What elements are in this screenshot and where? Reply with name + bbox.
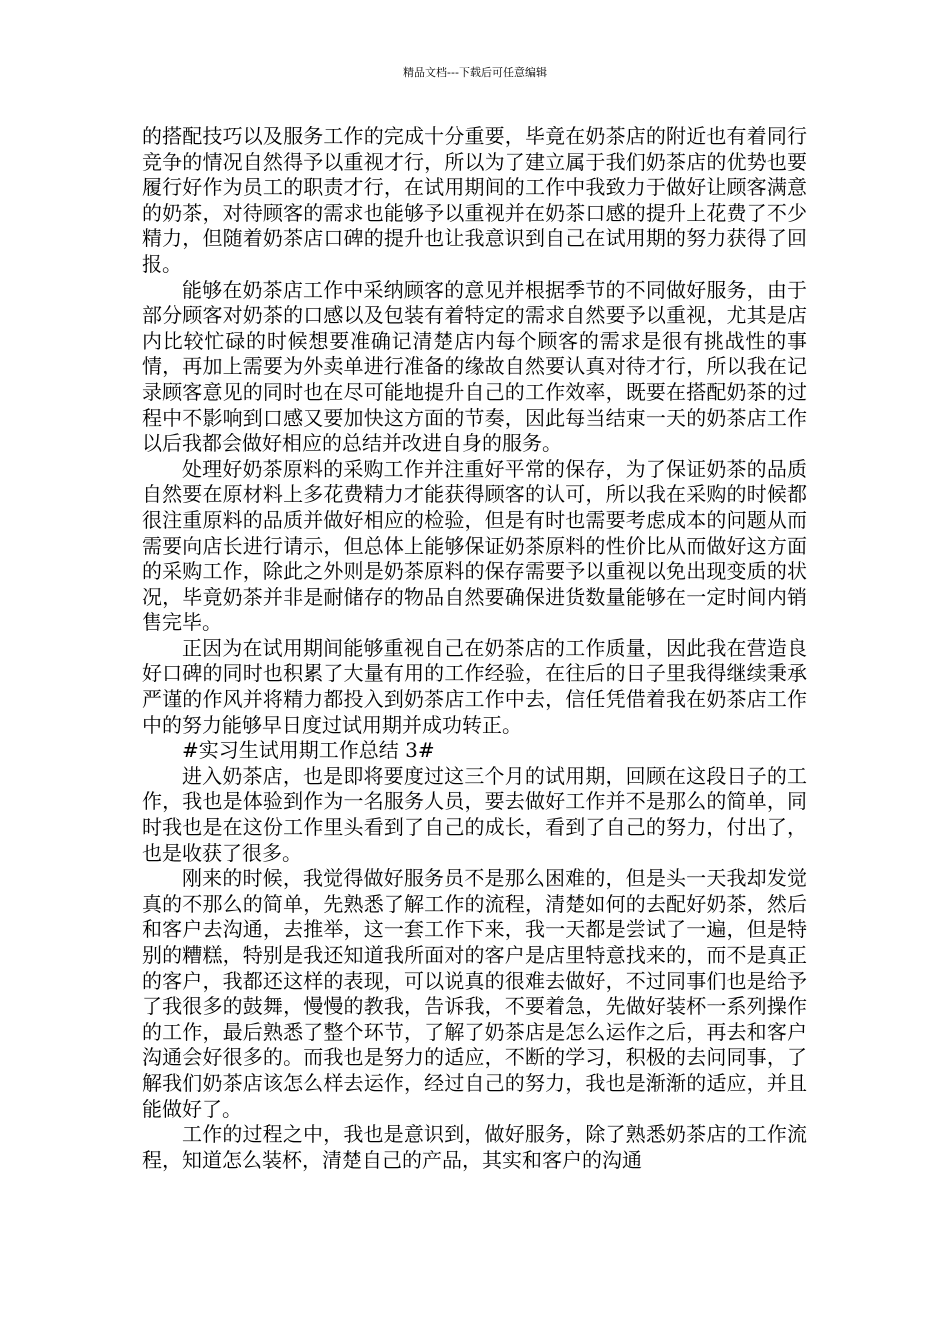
paragraph-intro: 进入奶茶店，也是即将要度过这三个月的试用期，回顾在这段日子的工作，我也是体验到作为一名服务人员，要去做好工作并不是那么的简单，同时我也是在这份工作里头看到了自己的成长，看到了自己的努力，付出了，也是收获了很多。 — [142, 763, 807, 865]
document-body — [142, 124, 807, 1173]
paragraph-material-purchasing: 处理好奶茶原料的采购工作并注重好平常的保存，为了保证奶茶的品质自然要在原材料上多花费精力才能获得顾客的认可，所以我在采购的时候都很注重原料的品质并做好相应的检验，但是有时也需要考虑成本的问题从而需要向店长进行请示，但总体上能够保证奶茶原料的性价比从而做好这方面的采购工作，除此之外则是奶茶原料的保存需要予以重视以免出现变质的状况，毕竟奶茶并非是耐储存的物品自然要确保进货数量能够在一定时间内销售完毕。 — [142, 456, 807, 635]
paragraph-first-days: 刚来的时候，我觉得做好服务员不是那么困难的，但是头一天我却发觉真的不那么的简单，先熟悉了解工作的流程，清楚如何的去配好奶茶，然后和客户去沟通，去推举，这一套工作下来，我一天都是尝试了一遍，但是特别的糟糕，特别是我还知道我所面对的客户是店里特意找来的，而不是真正的客户，我都还这样的表现，可以说真的很难去做好，不过同事们也是给予了我很多的鼓舞，慢慢的教我，告诉我，不要着急，先做好装杯一系列操作的工作，最后熟悉了整个环节，了解了奶茶店是怎么运作之后，再去和客户沟通会好很多的。而我也是努力的适应，不断的学习，积极的去问同事，了解我们奶茶店该怎么样去运作，经过自己的努力，我也是渐渐的适应，并且能做好了。 — [142, 866, 807, 1121]
page-header: 精品文档---下载后可任意编辑 — [403, 66, 547, 79]
paragraph-continuation: 的搭配技巧以及服务工作的完成十分重要，毕竟在奶茶店的附近也有着同行竞争的情况自然得予以重视才行，所以为了建立属于我们奶茶店的优势也要履行好作为员工的职责才行，在试用期间的工作中我致力于做好让顾客满意的奶茶，对待顾客的需求也能够予以重视并在奶茶口感的提升上花费了不少精力，但随着奶茶店口碑的提升也让我意识到自己在试用期的努力获得了回报。 — [142, 124, 807, 276]
section-heading: #实习生试用期工作总结 3# — [182, 738, 435, 763]
paragraph-conclusion: 正因为在试用期间能够重视自己在奶茶店的工作质量，因此我在营造良好口碑的同时也积累了大量有用的工作经验，在往后的日子里我得继续秉承严谨的作风并将精力都投入到奶茶店工作中去，信任凭借着我在奶茶店工作中的努力能够早日度过试用期并成功转正。 — [142, 635, 807, 737]
paragraph-customer-feedback: 能够在奶茶店工作中采纳顾客的意见并根据季节的不同做好服务，由于部分顾客对奶茶的口感以及包装有着特定的需求自然要予以重视，尤其是店内比较忙碌的时候想要准确记清楚店内每个顾客的需求是很有挑战性的事情，再加上需要为外卖单进行准备的缘故自然要认真对待才行，所以我在记录顾客意见的同时也在尽可能地提升自己的工作效率，既要在搭配奶茶的过程中不影响到口感又要加快这方面的节奏，因此每当结束一天的奶茶店工作以后我都会做好相应的总结并改进自身的服务。 — [142, 277, 807, 456]
paragraph-work-process: 工作的过程之中，我也是意识到，做好服务，除了熟悉奶茶店的工作流程，知道怎么装杯，清楚自己的产品，其实和客户的沟通 — [142, 1122, 807, 1172]
